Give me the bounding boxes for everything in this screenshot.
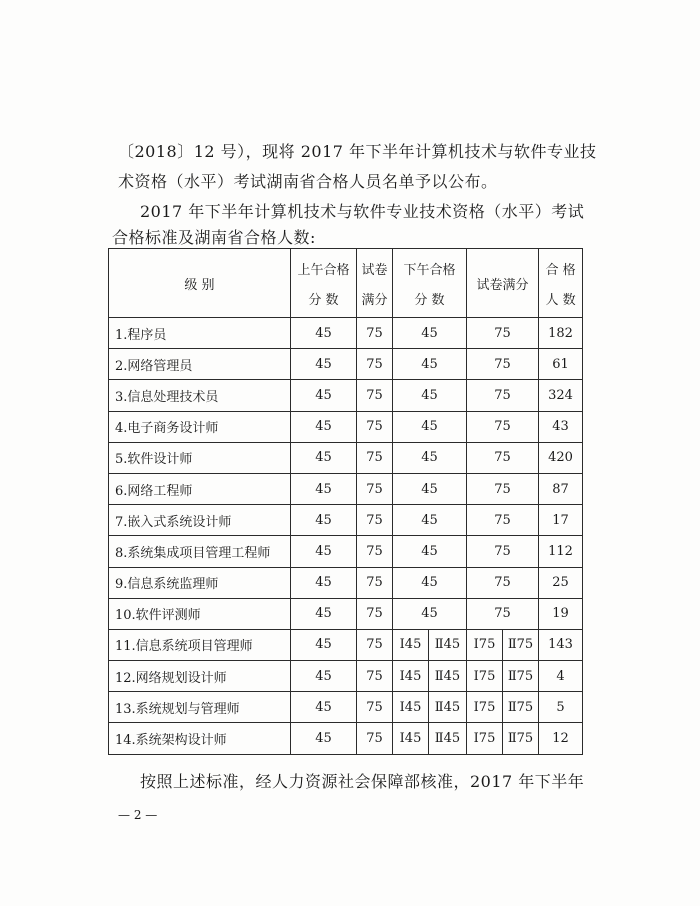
pm-full-part2-cell: Ⅱ75 <box>503 723 539 754</box>
level-name-cell: 13.系统规划与管理师 <box>109 692 291 723</box>
level-name-cell: 8.系统集成项目管理工程师 <box>109 536 291 567</box>
pm-score-cell: 45 <box>393 473 467 504</box>
header-pm-score: 下午合格 分 数 <box>393 249 467 318</box>
pm-score-part1-cell: Ⅰ45 <box>393 629 429 660</box>
table-row <box>109 598 583 629</box>
pm-score-part1-cell: Ⅰ45 <box>393 661 429 692</box>
table-row <box>109 442 583 473</box>
level-name-cell: 1.程序员 <box>109 318 291 349</box>
pm-full-cell: 75 <box>467 318 539 349</box>
pm-full-part1-cell: Ⅰ75 <box>467 723 503 754</box>
pm-full-part1-cell: Ⅰ75 <box>467 692 503 723</box>
pm-full-part2-cell: Ⅱ75 <box>503 692 539 723</box>
table-row <box>109 692 583 723</box>
am-full-cell: 75 <box>357 536 393 567</box>
pm-full-cell: 75 <box>467 380 539 411</box>
pm-full-cell: 75 <box>467 473 539 504</box>
am-full-cell: 75 <box>357 380 393 411</box>
am-score-cell: 45 <box>291 536 357 567</box>
paragraph-line-5: 按照上述标准，经人力资源社会保障部核准，2017 年下半年 <box>140 772 585 791</box>
am-score-cell: 45 <box>291 661 357 692</box>
paragraph-line-2: 术资格（水平）考试湖南省合格人员名单予以公布。 <box>118 172 498 191</box>
pm-full-cell: 75 <box>467 505 539 536</box>
am-full-cell: 75 <box>357 473 393 504</box>
level-name-cell: 7.嵌入式系统设计师 <box>109 505 291 536</box>
level-name-cell: 4.电子商务设计师 <box>109 411 291 442</box>
level-name-cell: 14.系统架构设计师 <box>109 723 291 754</box>
passing-standards-table <box>108 248 583 755</box>
pass-count-cell: 112 <box>539 536 583 567</box>
paragraph-line-1: 〔2018〕12 号），现将 2017 年下半年计算机技术与软件专业技 <box>118 142 597 161</box>
header-pm-full: 试卷满分 <box>467 249 539 318</box>
pm-score-part1-cell: Ⅰ45 <box>393 692 429 723</box>
am-score-cell: 45 <box>291 411 357 442</box>
level-name-cell: 12.网络规划设计师 <box>109 661 291 692</box>
pm-full-part1-cell: Ⅰ75 <box>467 661 503 692</box>
am-score-cell: 45 <box>291 567 357 598</box>
am-full-cell: 75 <box>357 349 393 380</box>
pm-full-cell: 75 <box>467 536 539 567</box>
am-score-cell: 45 <box>291 629 357 660</box>
pm-score-cell: 45 <box>393 380 467 411</box>
pm-score-cell: 45 <box>393 567 467 598</box>
level-name-cell: 10.软件评测师 <box>109 598 291 629</box>
table-row <box>109 567 583 598</box>
am-full-cell: 75 <box>357 505 393 536</box>
pm-full-cell: 75 <box>467 567 539 598</box>
paragraph-line-4: 合格标准及湖南省合格人数: <box>112 228 316 247</box>
pm-full-cell: 75 <box>467 411 539 442</box>
pass-count-cell: 43 <box>539 411 583 442</box>
table-row <box>109 505 583 536</box>
am-score-cell: 45 <box>291 692 357 723</box>
pm-score-cell: 45 <box>393 505 467 536</box>
pass-count-cell: 182 <box>539 318 583 349</box>
am-full-cell: 75 <box>357 318 393 349</box>
am-full-cell: 75 <box>357 598 393 629</box>
am-score-cell: 45 <box>291 349 357 380</box>
pm-score-part1-cell: Ⅰ45 <box>393 723 429 754</box>
pass-count-cell: 324 <box>539 380 583 411</box>
pm-score-part2-cell: Ⅱ45 <box>429 629 467 660</box>
table-header-row <box>109 249 583 318</box>
pass-count-cell: 5 <box>539 692 583 723</box>
pm-full-part1-cell: Ⅰ75 <box>467 629 503 660</box>
level-name-cell: 9.信息系统监理师 <box>109 567 291 598</box>
pass-count-cell: 19 <box>539 598 583 629</box>
am-full-cell: 75 <box>357 567 393 598</box>
pm-score-part2-cell: Ⅱ45 <box>429 723 467 754</box>
pass-count-cell: 420 <box>539 442 583 473</box>
pm-full-cell: 75 <box>467 442 539 473</box>
am-score-cell: 45 <box>291 380 357 411</box>
pass-count-cell: 61 <box>539 349 583 380</box>
page-number: — 2 — <box>118 808 158 822</box>
am-score-cell: 45 <box>291 723 357 754</box>
table-row <box>109 661 583 692</box>
am-full-cell: 75 <box>357 661 393 692</box>
table-row <box>109 318 583 349</box>
header-count: 合 格 人 数 <box>539 249 583 318</box>
pm-full-cell: 75 <box>467 598 539 629</box>
am-score-cell: 45 <box>291 473 357 504</box>
table-row <box>109 536 583 567</box>
pass-count-cell: 12 <box>539 723 583 754</box>
am-score-cell: 45 <box>291 318 357 349</box>
table-row <box>109 349 583 380</box>
am-score-cell: 45 <box>291 598 357 629</box>
paragraph-line-3: 2017 年下半年计算机技术与软件专业技术资格（水平）考试 <box>140 202 585 221</box>
pm-score-part2-cell: Ⅱ45 <box>429 661 467 692</box>
am-full-cell: 75 <box>357 629 393 660</box>
pm-score-part2-cell: Ⅱ45 <box>429 692 467 723</box>
level-name-cell: 3.信息处理技术员 <box>109 380 291 411</box>
table-row <box>109 380 583 411</box>
table-row <box>109 411 583 442</box>
am-full-cell: 75 <box>357 692 393 723</box>
pass-count-cell: 25 <box>539 567 583 598</box>
am-full-cell: 75 <box>357 442 393 473</box>
pm-score-cell: 45 <box>393 349 467 380</box>
pass-count-cell: 87 <box>539 473 583 504</box>
pass-count-cell: 143 <box>539 629 583 660</box>
table-row <box>109 629 583 660</box>
pm-score-cell: 45 <box>393 318 467 349</box>
am-full-cell: 75 <box>357 411 393 442</box>
pass-count-cell: 4 <box>539 661 583 692</box>
header-am-full: 试卷 满分 <box>357 249 393 318</box>
am-score-cell: 45 <box>291 442 357 473</box>
pm-full-part2-cell: Ⅱ75 <box>503 661 539 692</box>
level-name-cell: 5.软件设计师 <box>109 442 291 473</box>
level-name-cell: 2.网络管理员 <box>109 349 291 380</box>
level-name-cell: 11.信息系统项目管理师 <box>109 629 291 660</box>
am-full-cell: 75 <box>357 723 393 754</box>
table-row <box>109 723 583 754</box>
pm-score-cell: 45 <box>393 442 467 473</box>
pm-full-cell: 75 <box>467 349 539 380</box>
level-name-cell: 6.网络工程师 <box>109 473 291 504</box>
pm-score-cell: 45 <box>393 411 467 442</box>
pm-score-cell: 45 <box>393 536 467 567</box>
am-score-cell: 45 <box>291 505 357 536</box>
header-level: 级 别 <box>109 249 291 318</box>
header-am-score: 上午合格 分 数 <box>291 249 357 318</box>
pm-full-part2-cell: Ⅱ75 <box>503 629 539 660</box>
pm-score-cell: 45 <box>393 598 467 629</box>
pass-count-cell: 17 <box>539 505 583 536</box>
table-row <box>109 473 583 504</box>
